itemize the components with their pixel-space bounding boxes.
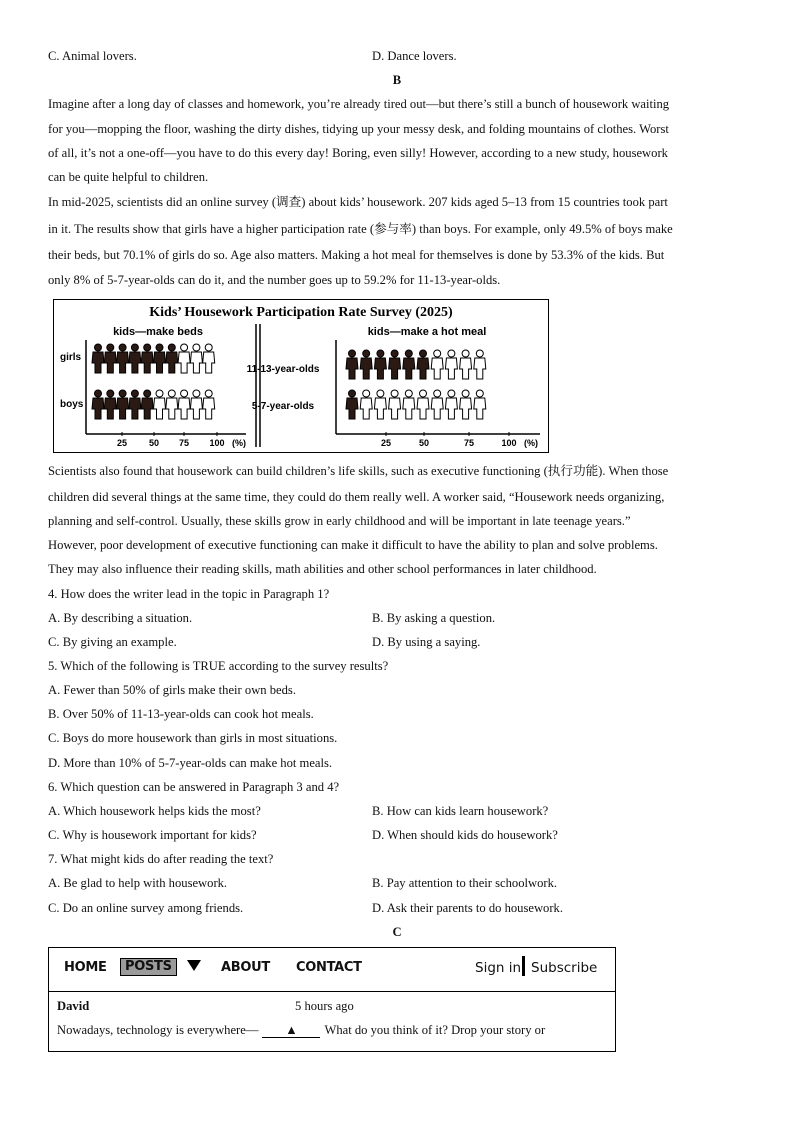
nav-about[interactable]: ABOUT xyxy=(221,960,270,975)
q5-option-a[interactable]: A. Fewer than 50% of girls make their own beds. xyxy=(48,683,296,697)
para2-line: their beds, but 70.1% of girls do so. Age also matters. Making a hot meal for themselves is done by 53.3% of the kids. But xyxy=(48,248,665,262)
pictogram-icon-body xyxy=(190,398,202,419)
sign-in-link[interactable]: Sign in xyxy=(475,960,522,976)
pictogram-icon-body xyxy=(117,398,129,419)
pictogram-icon xyxy=(360,350,372,379)
pictogram-icon xyxy=(389,350,401,379)
nav-home[interactable]: HOME xyxy=(64,960,107,975)
pictogram-icon-body xyxy=(346,358,358,379)
pictogram-icon-head xyxy=(193,390,200,397)
option-d-top: D. Dance lovers. xyxy=(372,49,457,63)
pictogram-icon-body xyxy=(417,358,429,379)
pictogram-icon-body xyxy=(474,398,486,419)
pictogram-icon xyxy=(431,390,443,419)
tick-label: 25 xyxy=(116,438,128,448)
para3-line: They may also influence their reading skills, math abilities and other school performances in later childhood. xyxy=(48,562,597,576)
question-6-stem: 6. Which question can be answered in Paragraph 3 and 4? xyxy=(48,780,340,794)
pictogram-icon-head xyxy=(448,390,455,397)
pictogram-icon-body xyxy=(154,352,166,373)
post-text-before: Nowadays, technology is everywhere— xyxy=(57,1023,259,1037)
pictogram-icon xyxy=(141,390,153,419)
pictogram-icon-body xyxy=(129,352,141,373)
pictogram-icon-body xyxy=(360,398,372,419)
pictogram-icon-body xyxy=(104,398,116,419)
pictogram-icon-body xyxy=(346,398,358,419)
pictogram-icon-head xyxy=(95,390,102,397)
pictogram-icon-body xyxy=(403,398,415,419)
pictogram-icon xyxy=(203,344,215,373)
pictogram-icon-body xyxy=(178,352,190,373)
q6-option-b[interactable]: B. How can kids learn housework? xyxy=(372,804,549,818)
para2-line: in it. The results show that girls have a higher participation rate (参与率) than boys. For example, only 49.5% of boys make xyxy=(48,222,673,236)
pictogram-icon-head xyxy=(156,344,163,351)
pictogram-icon xyxy=(445,390,457,419)
right-chart-title: kids—make a hot meal xyxy=(367,326,487,338)
q4-option-d[interactable]: D. By using a saying. xyxy=(372,635,481,649)
para1-line: for you—mopping the floor, washing the dirty dishes, tidying up your messy desk, and folding mountains of clothes. Worst xyxy=(48,122,669,136)
pictogram-icon xyxy=(92,390,104,419)
chart-marks xyxy=(92,344,538,448)
section-c-heading: C xyxy=(392,925,402,939)
para1-line: Imagine after a long day of classes and homework, you’re already tired out—but there’s still a bunch of housework waiting xyxy=(48,97,670,111)
pictogram-icon-body xyxy=(92,352,104,373)
pictogram-icon-head xyxy=(168,344,175,351)
pictogram-icon-head xyxy=(349,350,356,357)
pictogram-icon xyxy=(117,390,129,419)
pictogram-icon-body xyxy=(460,358,472,379)
pictogram-icon xyxy=(154,344,166,373)
pictogram-icon-body xyxy=(389,358,401,379)
pictogram-icon-body xyxy=(403,358,415,379)
pictogram-icon xyxy=(129,390,141,419)
pictogram-icon-body xyxy=(474,358,486,379)
pictogram-icon-body xyxy=(92,398,104,419)
question-7-stem: 7. What might kids do after reading the text? xyxy=(48,852,274,866)
q4-option-b[interactable]: B. By asking a question. xyxy=(372,611,496,625)
pictogram-icon xyxy=(403,350,415,379)
pictogram-icon xyxy=(92,344,104,373)
pictogram-icon-head xyxy=(476,390,483,397)
tick-label: 100 xyxy=(501,438,517,448)
para2-line: only 8% of 5-7-year-olds can do it, and the number goes up to 59.2% for 11-13-year-olds. xyxy=(48,273,501,287)
pictogram-icon-head xyxy=(363,350,370,357)
pictogram-icon xyxy=(474,390,486,419)
blank-marker: ▲ xyxy=(285,1023,298,1037)
pictogram-icon-body xyxy=(445,358,457,379)
pictogram-icon-head xyxy=(205,390,212,397)
pictogram-icon xyxy=(104,344,116,373)
para1-line: of all, it’s not a one-off—you have to do this every day! Boring, even silly! However, according to a new study, housework xyxy=(48,146,668,160)
q7-option-b[interactable]: B. Pay attention to their schoolwork. xyxy=(372,876,558,890)
pictogram-icon-body xyxy=(445,398,457,419)
pictogram-icon-head xyxy=(144,390,151,397)
pictogram-icon xyxy=(190,390,202,419)
mid-label-younger: 5-7-year-olds xyxy=(251,401,315,412)
pictogram-icon-body xyxy=(190,352,202,373)
tick-label: 50 xyxy=(418,438,430,448)
pictogram-icon-head xyxy=(95,344,102,351)
pictogram-icon-head xyxy=(462,350,469,357)
answer-blank[interactable] xyxy=(262,1024,320,1038)
pictogram-icon xyxy=(431,350,443,379)
pictogram-icon xyxy=(460,390,472,419)
blog-widget xyxy=(48,947,616,1052)
pictogram-icon-head xyxy=(131,344,138,351)
q7-option-a[interactable]: A. Be glad to help with housework. xyxy=(48,876,228,890)
pictogram-icon-body xyxy=(389,398,401,419)
pictogram-icon-body xyxy=(166,398,178,419)
figure-title: Kids’ Housework Participation Rate Survey (2025) xyxy=(149,305,453,320)
survey-figure xyxy=(53,299,549,453)
nav-posts[interactable]: POSTS xyxy=(120,958,177,976)
row-label-girls: girls xyxy=(60,352,82,363)
pictogram-icon xyxy=(141,344,153,373)
pictogram-icon-head xyxy=(391,350,398,357)
pictogram-icon-body xyxy=(129,398,141,419)
pictogram-icon xyxy=(117,344,129,373)
q6-option-a[interactable]: A. Which housework helps kids the most? xyxy=(48,804,261,818)
pictogram-icon-body xyxy=(141,352,153,373)
tick-label: 100 xyxy=(209,438,225,448)
axis-unit-label: (%) xyxy=(232,438,246,448)
pictogram-icon-body xyxy=(417,398,429,419)
subscribe-link[interactable]: Subscribe xyxy=(531,960,598,976)
section-b-heading: B xyxy=(392,73,402,87)
q4-option-a[interactable]: A. By describing a situation. xyxy=(48,611,193,625)
pictogram-icon-head xyxy=(462,390,469,397)
pictogram-icon-head xyxy=(363,390,370,397)
pictogram-icon-head xyxy=(420,390,427,397)
pictogram-icon-head xyxy=(119,344,126,351)
q6-option-c[interactable]: C. Why is housework important for kids? xyxy=(48,828,257,842)
q4-option-c[interactable]: C. By giving an example. xyxy=(48,635,177,649)
tick-label: 75 xyxy=(178,438,190,448)
pictogram-icon-head xyxy=(420,350,427,357)
pictogram-icon xyxy=(104,390,116,419)
pictogram-icon-head xyxy=(377,390,384,397)
pictogram-icon xyxy=(203,390,215,419)
para3-line: planning and self-control. Usually, these skills grow in early childhood and will be important in late teenage years.” xyxy=(48,514,631,528)
pictogram-icon-head xyxy=(119,390,126,397)
q5-option-b[interactable]: B. Over 50% of 11-13-year-olds can cook hot meals. xyxy=(48,707,314,721)
para2-line: In mid-2025, scientists did an online survey (调查) about kids’ housework. 207 kids aged 5–13 from 15 countries took part xyxy=(48,195,668,209)
nav-separator xyxy=(522,956,525,976)
pictogram-icon-body xyxy=(431,358,443,379)
para1-line: can be quite helpful to children. xyxy=(48,170,209,184)
pictogram-icon-head xyxy=(181,390,188,397)
pictogram-icon-head xyxy=(434,390,441,397)
pictogram-icon xyxy=(129,344,141,373)
pictogram-icon xyxy=(166,390,178,419)
q5-option-c[interactable]: C. Boys do more housework than girls in most situations. xyxy=(48,731,338,745)
chevron-down-icon[interactable] xyxy=(187,960,201,971)
pictogram-icon-body xyxy=(431,398,443,419)
pictogram-icon-head xyxy=(448,350,455,357)
pictogram-icon-head xyxy=(107,344,114,351)
pictogram-icon-head xyxy=(349,390,356,397)
pictogram-icon-body xyxy=(460,398,472,419)
blog-nav-bar xyxy=(49,948,615,992)
pictogram-icon-head xyxy=(193,344,200,351)
pictogram-icon-body xyxy=(360,358,372,379)
nav-contact[interactable]: CONTACT xyxy=(296,960,362,975)
q6-option-d[interactable]: D. When should kids do housework? xyxy=(372,828,558,842)
post-time: 5 hours ago xyxy=(295,999,354,1013)
pictogram-icon-body xyxy=(203,352,215,373)
pictogram-icon xyxy=(166,344,178,373)
q7-option-d[interactable]: D. Ask their parents to do housework. xyxy=(372,901,563,915)
pictogram-icon xyxy=(389,390,401,419)
pictogram-icon xyxy=(178,390,190,419)
para3-line: children did several things at the same time, they could do them really well. A worker said, “Housework needs organizing, xyxy=(48,490,665,504)
pictogram-icon-head xyxy=(405,350,412,357)
pictogram-icon xyxy=(154,390,166,419)
pictogram-icon xyxy=(374,350,386,379)
pictogram-icon xyxy=(346,350,358,379)
pictogram-icon-head xyxy=(205,344,212,351)
pictogram-icon-body xyxy=(374,358,386,379)
axis-unit-label: (%) xyxy=(524,438,538,448)
survey-chart xyxy=(54,300,548,452)
mid-label-older: 11-13-year-olds xyxy=(246,364,320,375)
tick-label: 50 xyxy=(148,438,160,448)
tick-label: 25 xyxy=(380,438,392,448)
pictogram-icon-head xyxy=(144,344,151,351)
post-author: David xyxy=(57,999,90,1013)
pictogram-icon-body xyxy=(141,398,153,419)
question-5-stem: 5. Which of the following is TRUE according to the survey results? xyxy=(48,659,389,673)
q7-option-c[interactable]: C. Do an online survey among friends. xyxy=(48,901,244,915)
pictogram-icon-head xyxy=(434,350,441,357)
left-chart-title: kids—make beds xyxy=(113,326,203,338)
pictogram-icon-head xyxy=(377,350,384,357)
pictogram-icon-head xyxy=(156,390,163,397)
pictogram-icon-head xyxy=(391,390,398,397)
pictogram-icon xyxy=(417,390,429,419)
para3-line: Scientists also found that housework can build children’s life skills, such as executive functioning (执行功能). When those xyxy=(48,464,669,478)
row-label-boys: boys xyxy=(60,399,84,410)
pictogram-icon xyxy=(190,344,202,373)
question-4-stem: 4. How does the writer lead in the topic in Paragraph 1? xyxy=(48,587,330,601)
pictogram-icon-body xyxy=(178,398,190,419)
post-text-after: What do you think of it? Drop your story or xyxy=(324,1023,546,1037)
pictogram-icon xyxy=(178,344,190,373)
pictogram-icon-body xyxy=(154,398,166,419)
pictogram-icon xyxy=(403,390,415,419)
pictogram-icon-body xyxy=(166,352,178,373)
post-text xyxy=(57,1022,545,1038)
pictogram-icon xyxy=(474,350,486,379)
pictogram-icon xyxy=(445,350,457,379)
pictogram-icon xyxy=(374,390,386,419)
pictogram-icon-body xyxy=(117,352,129,373)
pictogram-icon-body xyxy=(203,398,215,419)
pictogram-icon-head xyxy=(476,350,483,357)
pictogram-icon-head xyxy=(405,390,412,397)
pictogram-icon-head xyxy=(107,390,114,397)
option-c-top: C. Animal lovers. xyxy=(48,49,137,63)
pictogram-icon-head xyxy=(131,390,138,397)
pictogram-icon xyxy=(460,350,472,379)
pictogram-icon-head xyxy=(168,390,175,397)
para3-line: However, poor development of executive functioning can make it difficult to have the ability to plan and solve problems. xyxy=(48,538,658,552)
pictogram-icon-head xyxy=(181,344,188,351)
pictogram-icon xyxy=(417,350,429,379)
pictogram-icon xyxy=(360,390,372,419)
tick-label: 75 xyxy=(463,438,475,448)
pictogram-icon-body xyxy=(104,352,116,373)
pictogram-icon-body xyxy=(374,398,386,419)
q5-option-d[interactable]: D. More than 10% of 5-7-year-olds can make hot meals. xyxy=(48,756,333,770)
pictogram-icon xyxy=(346,390,358,419)
